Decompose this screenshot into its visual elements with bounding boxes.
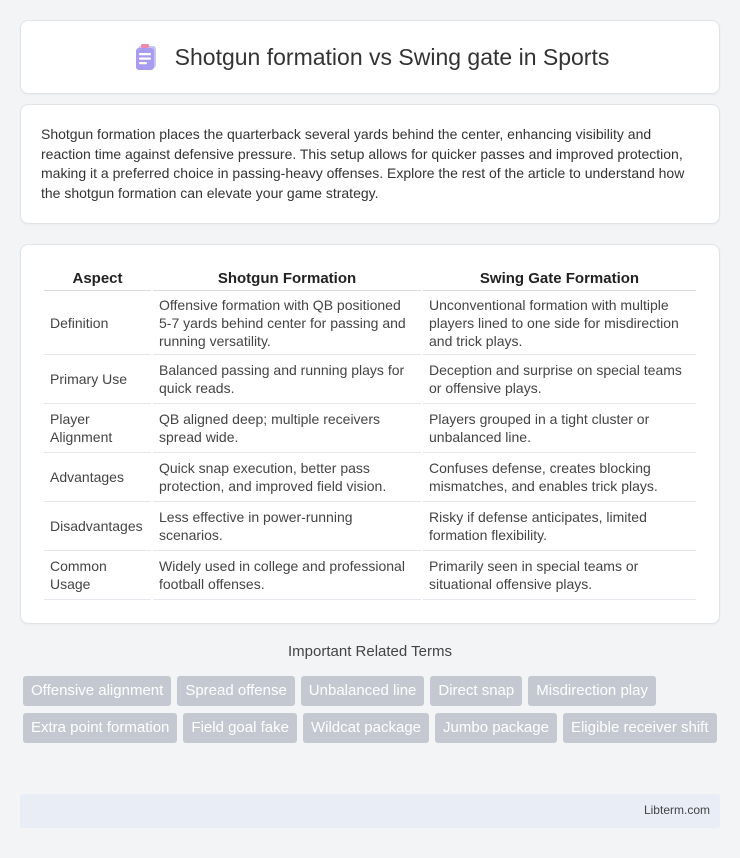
header-aspect: Aspect [44,265,151,291]
row-shotgun: Offensive formation with QB positioned 5-7 yards behind center for passing and running versatility. [153,291,421,355]
footer-bar [20,794,720,828]
row-aspect: Player Alignment [44,404,151,453]
related-term-tag[interactable]: Wildcat package [303,713,429,743]
table-row [44,502,696,551]
header-swing-gate: Swing Gate Formation [423,265,696,291]
row-swing-gate: Confuses defense, creates blocking mismatches, and enables trick plays. [423,453,696,502]
related-term-tag[interactable]: Unbalanced line [301,676,425,706]
table-row [44,551,696,600]
row-aspect: Disadvantages [44,502,151,551]
row-shotgun: Less effective in power-running scenarios. [153,502,421,551]
related-term-tag[interactable]: Misdirection play [528,676,656,706]
table-row [44,355,696,404]
table-row [44,291,696,355]
row-swing-gate: Unconventional formation with multiple players lined to one side for misdirection and trick plays. [423,291,696,355]
header-shotgun: Shotgun Formation [153,265,421,291]
comparison-card [20,244,720,624]
table-row [44,404,696,453]
row-aspect: Definition [44,291,151,355]
related-term-tag[interactable]: Direct snap [430,676,522,706]
related-term-tag[interactable]: Field goal fake [183,713,297,743]
related-terms-list [23,676,723,743]
title-wrap [131,42,610,72]
row-aspect: Advantages [44,453,151,502]
row-shotgun: Balanced passing and running plays for quick reads. [153,355,421,404]
title-card [20,20,720,94]
row-swing-gate: Risky if defense anticipates, limited formation flexibility. [423,502,696,551]
related-term-tag[interactable]: Jumbo package [435,713,557,743]
related-term-tag[interactable]: Spread offense [177,676,294,706]
row-swing-gate: Players grouped in a tight cluster or unbalanced line. [423,404,696,453]
related-term-tag[interactable]: Extra point formation [23,713,177,743]
intro-paragraph: Shotgun formation places the quarterback several yards behind the center, enhancing visibility and reaction time against defensive pressure. This setup allows for quicker passes and improved protection, making it a preferred choice in passing-heavy offenses. Explore the rest of the article to understand how the shotgun formation can elevate your game strategy. [41,126,685,201]
page-title: Shotgun formation vs Swing gate in Sports [174,43,610,70]
row-swing-gate: Primarily seen in special teams or situational offensive plays. [423,551,696,600]
row-aspect: Primary Use [44,355,151,404]
row-swing-gate: Deception and surprise on special teams or offensive plays. [423,355,696,404]
document-list-icon [131,42,161,72]
related-term-tag[interactable]: Eligible receiver shift [563,713,717,743]
row-shotgun: Quick snap execution, better pass protection, and improved field vision. [153,453,421,502]
intro-card [20,104,720,224]
related-terms-title: Important Related Terms [288,643,452,660]
table-header-row [44,265,696,291]
row-aspect: Common Usage [44,551,151,600]
table-row [44,453,696,502]
related-term-tag[interactable]: Offensive alignment [23,676,171,706]
row-shotgun: QB aligned deep; multiple receivers spread wide. [153,404,421,453]
row-shotgun: Widely used in college and professional football offenses. [153,551,421,600]
comparison-table [42,265,698,600]
footer-site-link[interactable]: Libterm.com [643,803,710,817]
